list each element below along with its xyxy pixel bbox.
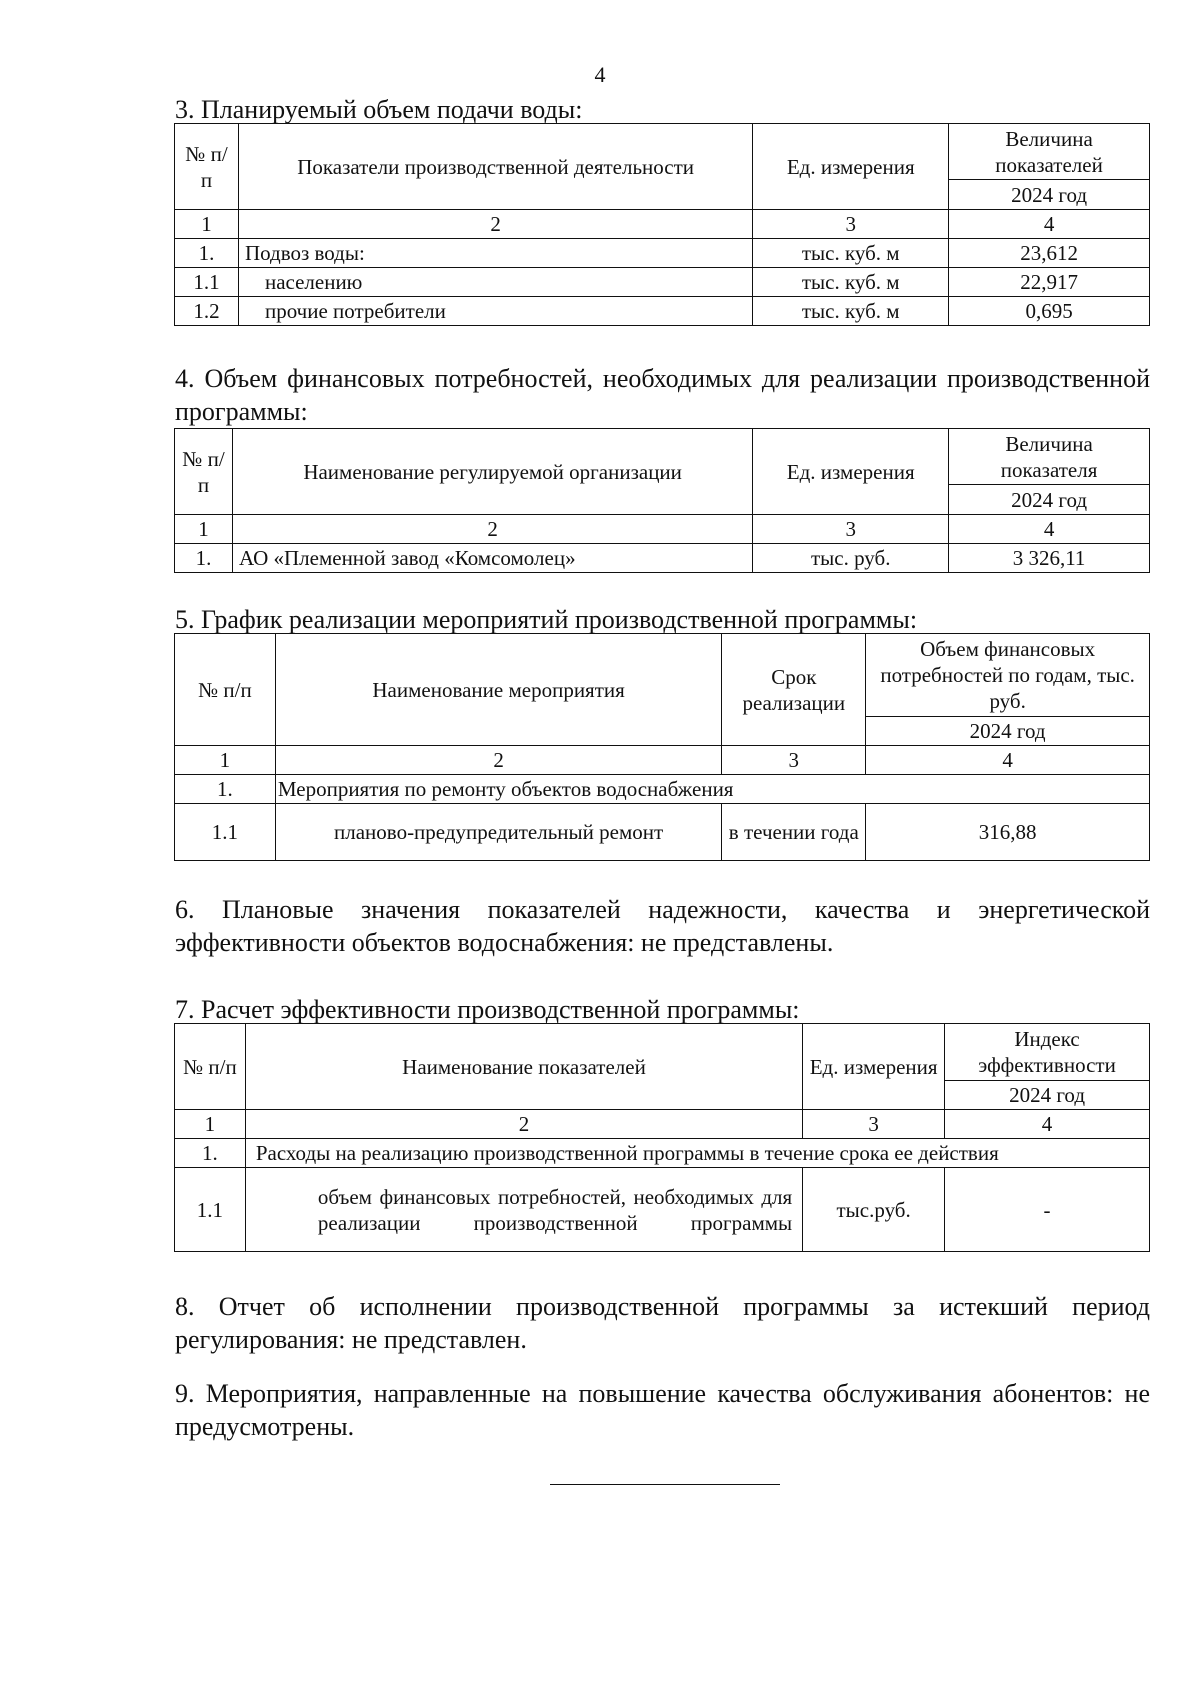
row-value: 22,917 — [949, 268, 1150, 297]
col-number: 4 — [866, 746, 1150, 775]
group-num: 1. — [175, 775, 276, 804]
header-unit: Ед. измерения — [753, 124, 949, 210]
col-number: 4 — [949, 515, 1150, 544]
row-unit: тыс. куб. м — [753, 239, 949, 268]
row-value: 0,695 — [949, 297, 1150, 326]
row-name: прочие потребители — [238, 297, 752, 326]
row-value: 316,88 — [866, 804, 1150, 861]
group-row — [175, 775, 1150, 804]
header-num: № п/п — [175, 634, 276, 746]
section3-title: 3. Планируемый объем подачи воды: — [175, 95, 583, 124]
row-num: 1.1 — [175, 804, 276, 861]
section3-table — [174, 123, 1150, 326]
col-number: 2 — [238, 210, 752, 239]
row-num: 1.2 — [175, 297, 239, 326]
row-num: 1.1 — [175, 1168, 246, 1252]
header-year: 2024 год — [949, 485, 1150, 515]
row-term: в течении года — [722, 804, 866, 861]
row-name: Подвоз воды: — [238, 239, 752, 268]
header-num: № п/п — [175, 124, 239, 210]
col-number: 1 — [175, 515, 233, 544]
row-num: 1. — [175, 239, 239, 268]
table-row — [175, 544, 1150, 573]
section6-text: 6. Плановые значения показателей надежности, качества и энергетической эффективности объектов водоснабжения: не представлены. — [175, 895, 1150, 957]
section5-title: 5. График реализации мероприятий производственной программы: — [175, 605, 918, 634]
header-finance: Объем финансовых потребностей по годам, тыс. руб. — [866, 634, 1150, 717]
col-number: 4 — [949, 210, 1150, 239]
group-name: Расходы на реализацию производственной программы в течение срока ее действия — [245, 1139, 1149, 1168]
group-row — [175, 1139, 1150, 1168]
header-term: Срок реализации — [722, 634, 866, 746]
header-year: 2024 год — [866, 717, 1150, 746]
row-unit: тыс. куб. м — [753, 297, 949, 326]
row-value: - — [945, 1168, 1150, 1252]
col-number: 1 — [175, 210, 239, 239]
col-number: 3 — [753, 515, 949, 544]
header-indicator: Показатели производственной деятельности — [238, 124, 752, 210]
page-number: 4 — [594, 62, 606, 87]
row-unit: тыс. куб. м — [753, 268, 949, 297]
header-index: Индекс эффективности — [945, 1024, 1150, 1081]
col-number: 1 — [175, 1110, 246, 1139]
row-name: населению — [238, 268, 752, 297]
group-name: Мероприятия по ремонту объектов водоснабжения — [275, 775, 1149, 804]
group-num: 1. — [175, 1139, 246, 1168]
section9-text: 9. Мероприятия, направленные на повышение качества обслуживания абонентов: не предусмотрены. — [175, 1379, 1150, 1441]
section7-title: 7. Расчет эффективности производственной программы: — [175, 995, 800, 1024]
col-number: 2 — [245, 1110, 802, 1139]
table-row — [175, 268, 1150, 297]
closing-line — [550, 1484, 780, 1485]
header-unit: Ед. измерения — [753, 429, 949, 515]
table-row — [175, 804, 1150, 861]
row-name: АО «Племенной завод «Комсомолец» — [232, 544, 752, 573]
col-number: 3 — [803, 1110, 945, 1139]
table-row — [175, 1168, 1150, 1252]
header-name: Наименование мероприятия — [275, 634, 721, 746]
header-value: Величина показателей — [949, 124, 1150, 180]
row-value: 3 326,11 — [949, 544, 1150, 573]
col-number: 4 — [945, 1110, 1150, 1139]
section5-table — [174, 633, 1150, 861]
section4-title: 4. Объем финансовых потребностей, необходимых для реализации производственной программы: — [175, 364, 1150, 426]
row-unit: тыс.руб. — [803, 1168, 945, 1252]
section7-table — [174, 1023, 1150, 1252]
row-name: объем финансовых потребностей, необходимых для реализации производственной программы — [245, 1168, 802, 1252]
col-number: 2 — [232, 515, 752, 544]
col-number: 3 — [722, 746, 866, 775]
header-org: Наименование регулируемой организации — [232, 429, 752, 515]
col-number: 2 — [275, 746, 721, 775]
row-unit: тыс. руб. — [753, 544, 949, 573]
header-unit: Ед. измерения — [803, 1024, 945, 1110]
header-name: Наименование показателей — [245, 1024, 802, 1110]
row-value: 23,612 — [949, 239, 1150, 268]
header-value: Величина показателя — [949, 429, 1150, 485]
table-row — [175, 297, 1150, 326]
col-number: 3 — [753, 210, 949, 239]
table-row — [175, 239, 1150, 268]
header-year: 2024 год — [945, 1081, 1150, 1110]
section4-table — [174, 428, 1150, 573]
header-num: № п/п — [175, 1024, 246, 1110]
row-name: планово-предупредительный ремонт — [275, 804, 721, 861]
row-num: 1.1 — [175, 268, 239, 297]
section8-text: 8. Отчет об исполнении производственной программы за истекший период регулирования: не представлен. — [175, 1292, 1150, 1354]
col-number: 1 — [175, 746, 276, 775]
header-year: 2024 год — [949, 180, 1150, 210]
row-num: 1. — [175, 544, 233, 573]
header-num: № п/п — [175, 429, 233, 515]
